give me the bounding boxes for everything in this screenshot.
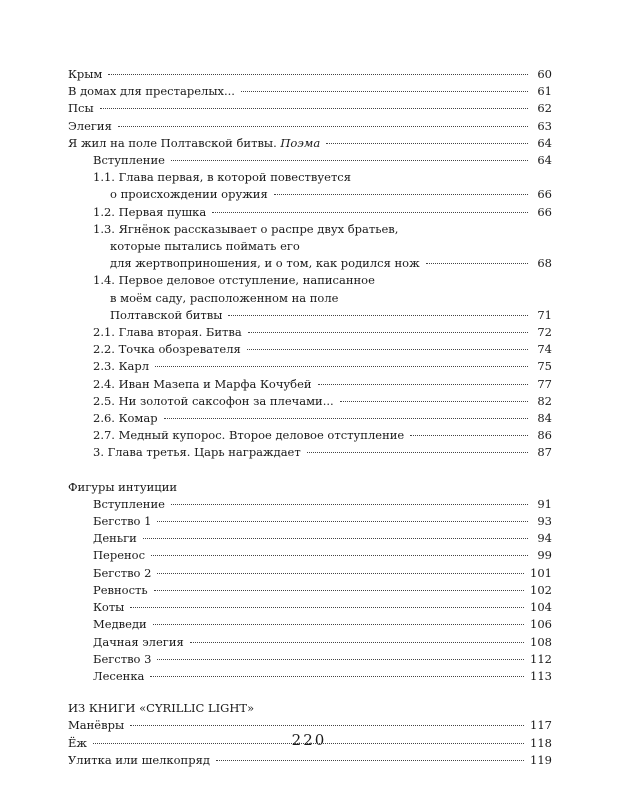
dot-leader (318, 384, 528, 385)
toc-entry (68, 616, 552, 633)
dot-leader (151, 555, 528, 556)
toc-entry (68, 668, 552, 685)
dot-leader (274, 194, 528, 195)
toc-entry (68, 410, 552, 427)
dot-leader (410, 435, 528, 436)
toc-entry-title: 2.5. Ни золотой саксофон за плечами... (93, 393, 334, 408)
toc-entry-title: Медведи (93, 617, 147, 632)
dot-leader (154, 590, 524, 591)
toc-entry-page: 106 (530, 617, 552, 632)
toc-entry-title-line: для жертвоприношения, и о том, как родился нож (110, 256, 420, 271)
dot-leader (247, 349, 528, 350)
toc-entry-page: 86 (537, 428, 552, 443)
toc-entry-title: Элегия (68, 118, 112, 133)
toc-entry-title: Перенос (93, 548, 146, 563)
toc-entry-title: Коты (93, 600, 125, 615)
toc-entry-page: 87 (537, 445, 552, 460)
toc-entry-page: 118 (530, 735, 552, 750)
toc-entry-page: 75 (537, 359, 552, 374)
dot-leader (228, 315, 528, 316)
toc-entry (68, 547, 552, 564)
toc-entry-title-line: Полтавской битвы (110, 307, 223, 322)
toc-entry-title: Ёж (68, 735, 87, 750)
dot-leader (307, 452, 528, 453)
toc-entry-page: 102 (530, 582, 552, 597)
toc-entry-title: Дачная элегия (93, 634, 184, 649)
dot-leader (340, 401, 528, 402)
dot-leader (190, 642, 524, 643)
toc-entry-title: 2.7. Медный купорос. Второе деловое отступление (93, 428, 405, 443)
toc-entry (68, 324, 552, 341)
toc-entry-title-line: в моём саду, расположенном на поле (110, 290, 339, 305)
toc-entry-title: Бегство 3 (93, 651, 152, 666)
toc-entry-title: Манёвры (68, 718, 125, 733)
dot-leader (143, 538, 528, 539)
toc-entry-page: 113 (530, 668, 552, 683)
dot-leader (153, 624, 524, 625)
toc-entry-multiline (68, 272, 552, 324)
toc-entry-page: 84 (537, 411, 552, 426)
toc-entry-page: 93 (537, 514, 552, 529)
toc-entry-title: 2.3. Карл (93, 359, 150, 374)
toc-entry (68, 393, 552, 410)
toc-entry-title: 2.6. Комар (93, 411, 158, 426)
toc-entry (68, 496, 552, 513)
toc-entry (68, 427, 552, 444)
dot-leader (157, 573, 524, 574)
toc-entry-title-line: которые пытались поймать его (110, 239, 300, 254)
toc-entry-title: Лесенка (93, 668, 145, 683)
page-number: 220 (291, 731, 327, 749)
toc-entry (68, 118, 552, 135)
toc-entry-page: 104 (530, 600, 552, 615)
toc-entry-page: 64 (537, 135, 552, 150)
toc-entry (68, 582, 552, 599)
toc-entry-title: Деньги (93, 531, 137, 546)
toc-entry-page: 66 (537, 204, 552, 219)
toc-entry-title: 3. Глава третья. Царь награждает (93, 445, 301, 460)
toc-entry-page: 101 (530, 565, 552, 580)
dot-leader (157, 659, 524, 660)
toc-entry-title: Вступление (93, 496, 165, 511)
dot-leader (157, 521, 528, 522)
toc-entry-title-line: 1.4. Первое деловое отступление, написанное (93, 273, 375, 288)
toc-entry-last-line (93, 186, 552, 203)
toc-entry-title-line: о происхождении оружия (110, 187, 268, 202)
toc-entry-title (68, 135, 320, 152)
dot-leader (212, 212, 528, 213)
toc-entry-title: 1.2. Первая пушка (93, 204, 207, 219)
section-gap (68, 685, 552, 700)
toc-entry (68, 204, 552, 221)
toc-entry-page: 63 (537, 118, 552, 133)
toc-entry-title: В домах для престарелых... (68, 84, 235, 99)
toc-entry-page: 77 (537, 376, 552, 391)
toc-entry-title: Ревность (93, 582, 148, 597)
dot-leader (130, 725, 524, 726)
dot-leader (171, 160, 528, 161)
toc-entry-title-line: 1.1. Глава первая, в которой повествуется (93, 170, 351, 185)
dot-leader (150, 676, 524, 677)
toc-entry (68, 341, 552, 358)
toc-entry-last-line (93, 307, 552, 324)
toc-entry (68, 530, 552, 547)
dot-leader (248, 332, 528, 333)
toc-entry-page: 91 (537, 496, 552, 511)
toc-entry-title: Бегство 2 (93, 565, 152, 580)
toc-entry-page: 60 (537, 67, 552, 81)
dot-leader (100, 108, 528, 109)
toc-entry (68, 634, 552, 651)
toc-entry-poltava (68, 135, 552, 152)
toc-entry-page: 66 (537, 187, 552, 202)
toc-entry-page: 68 (537, 256, 552, 271)
toc-entry (68, 599, 552, 616)
toc-entry (68, 651, 552, 668)
toc-entry-page: 82 (537, 393, 552, 408)
dot-leader (164, 418, 528, 419)
toc-entry-page: 62 (537, 101, 552, 116)
toc-entry-page: 71 (537, 307, 552, 322)
dot-leader (241, 91, 528, 92)
toc-entry-title: 2.2. Точка обозревателя (93, 342, 241, 357)
dot-leader (326, 143, 528, 144)
section-heading-figures: Фигуры интуиции (68, 479, 178, 494)
dot-leader (130, 607, 524, 608)
toc-entry-page: 74 (537, 342, 552, 357)
toc-entry (68, 752, 552, 769)
toc-entry-title: Улитка или шелкопряд (68, 752, 210, 767)
toc-entry-last-line (93, 255, 552, 272)
toc-entry-title: Крым (68, 67, 103, 81)
dot-leader (426, 263, 528, 264)
toc-entry-page: 99 (537, 548, 552, 563)
toc-entry-multiline (68, 169, 552, 203)
toc-entry (68, 152, 552, 169)
dot-leader (216, 760, 524, 761)
toc-entry-page: 61 (537, 84, 552, 99)
toc-entry-page: 64 (537, 153, 552, 168)
toc-entry-title: Вступление (93, 153, 165, 168)
toc-entry-title-line: 1.3. Ягнёнок рассказывает о распре двух братьев, (93, 221, 399, 236)
dot-leader (108, 74, 528, 75)
toc-entry (68, 66, 552, 83)
poem-label: Поэма (280, 135, 321, 150)
dot-leader (155, 366, 528, 367)
toc-entry (68, 358, 552, 375)
toc-entry (68, 83, 552, 100)
toc-entry-title: Псы (68, 101, 94, 116)
toc-entry-title: 2.1. Глава вторая. Битва (93, 325, 242, 340)
toc-entry (68, 513, 552, 530)
section-heading-cyrillic-light: ИЗ КНИГИ «CYRILLIC LIGHT» (68, 701, 255, 716)
toc-entry-page: 117 (530, 718, 552, 733)
toc-entry (68, 376, 552, 393)
toc-entry-page: 119 (530, 752, 552, 767)
dot-leader (171, 504, 528, 505)
toc-entry (68, 565, 552, 582)
toc-entry-page: 108 (530, 634, 552, 649)
toc-entry (68, 100, 552, 117)
toc-entry-title: Бегство 1 (93, 514, 152, 529)
toc-entry-page: 94 (537, 531, 552, 546)
section-gap (68, 462, 552, 479)
poem-title: Я жил на поле Полтавской битвы. (68, 135, 277, 150)
toc-entry (68, 444, 552, 461)
dot-leader (118, 126, 528, 127)
toc-entry-page: 112 (530, 651, 552, 666)
toc-entry-page: 72 (537, 325, 552, 340)
toc-entry-title: 2.4. Иван Мазепа и Марфа Кочубей (93, 376, 312, 391)
toc-entry-multiline (68, 221, 552, 273)
table-of-contents (68, 66, 552, 769)
